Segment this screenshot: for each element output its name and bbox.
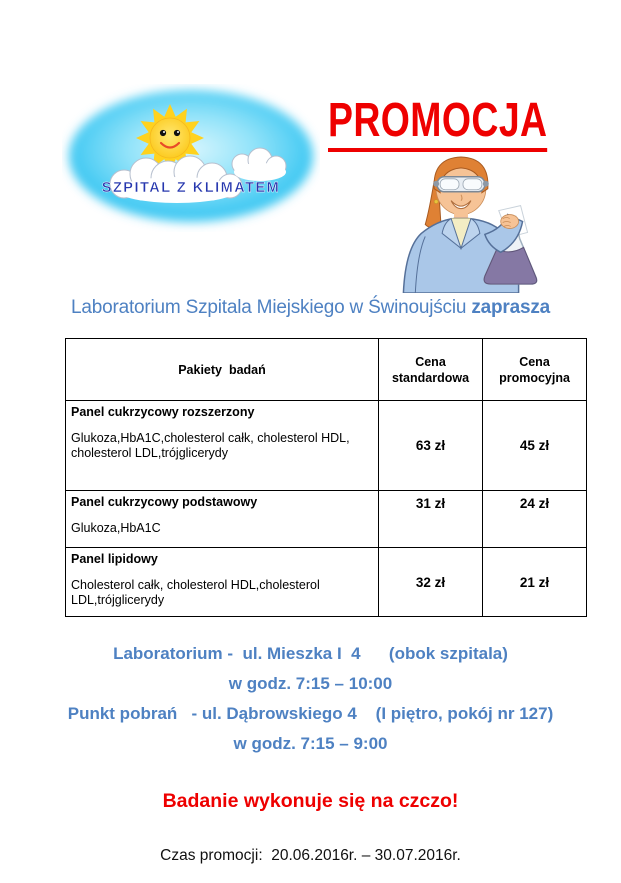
- logo-text: SZPITAL Z KLIMATEM: [101, 180, 281, 196]
- promo-price: 45 zł: [483, 401, 587, 491]
- lab-scientist-image: [373, 149, 549, 293]
- table-header-row: [66, 339, 587, 401]
- standard-price: 32 zł: [379, 548, 483, 617]
- promo-price: 21 zł: [483, 548, 587, 617]
- scientist-earring: [434, 200, 438, 204]
- table-row: [66, 548, 587, 617]
- package-cell: [66, 401, 379, 491]
- invitation-heading-bold: zaprasza: [471, 297, 550, 318]
- package-cell: [66, 548, 379, 617]
- price-table: [65, 338, 587, 617]
- package-description: Glukoza,HbA1C,cholesterol całk, cholesterol HDL, cholesterol LDL,trójglicerydy: [71, 431, 350, 460]
- col-header-packages: Pakiety badań: [66, 339, 379, 401]
- scientist-hand: [501, 215, 519, 229]
- table-row: [66, 401, 587, 491]
- standard-price: 63 zł: [379, 401, 483, 491]
- package-title: Panel lipidowy: [71, 552, 158, 566]
- fasting-notice: Badanie wykonuje się na czczo!: [162, 790, 459, 812]
- hospital-logo: [62, 84, 320, 232]
- package-description: Glukoza,HbA1C: [71, 521, 161, 535]
- package-description: Cholesterol całk, cholesterol HDL,cholesterol LDL,trójglicerydy: [71, 578, 320, 607]
- promo-title: PROMOCJA: [328, 97, 547, 152]
- hours-line-laboratorium: w godz. 7:15 – 10:00: [228, 674, 393, 693]
- hours-line-punkt-pobran: w godz. 7:15 – 9:00: [233, 734, 388, 753]
- col-header-standard-price: Cena standardowa: [379, 339, 483, 401]
- safety-goggles-icon: [433, 177, 489, 192]
- promo-period: Czas promocji: 20.06.2016r. – 30.07.2016r.: [160, 847, 461, 864]
- promo-price: 24 zł: [483, 491, 587, 548]
- locations-info: [0, 641, 621, 761]
- sun-icon: [150, 118, 190, 158]
- location-line-punkt-pobran: Punkt pobrań - ul. Dąbrowskiego 4 (I piętro, pokój nr 127): [67, 704, 554, 723]
- invitation-heading: [0, 297, 621, 319]
- standard-price: 31 zł: [379, 491, 483, 548]
- package-title: Panel cukrzycowy rozszerzony: [71, 405, 255, 419]
- location-line-laboratorium: Laboratorium - ul. Mieszka I 4 (obok szpitala): [113, 644, 508, 663]
- invitation-heading-text: Laboratorium Szpitala Miejskiego w Świnoujściu: [70, 297, 472, 318]
- col-header-promo-price: Cena promocyjna: [483, 339, 587, 401]
- table-row: [66, 491, 587, 548]
- package-cell: [66, 491, 379, 548]
- package-title: Panel cukrzycowy podstawowy: [71, 495, 258, 509]
